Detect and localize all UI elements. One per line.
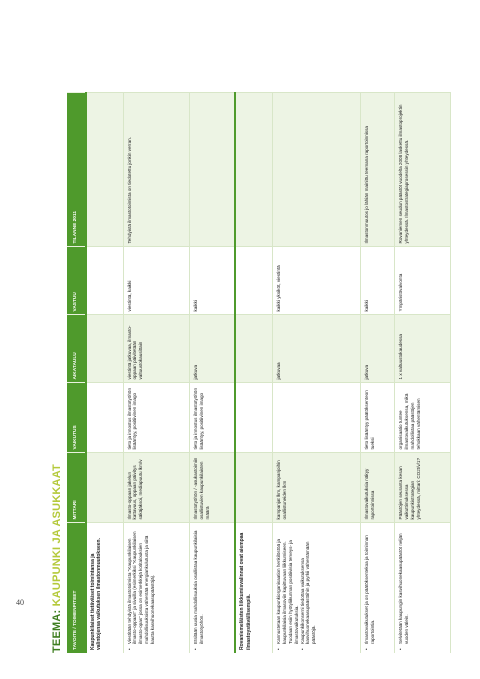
section-heading: Rovaniemeläisten liikkumisvalinnat ovat aiempaa ilmastoystävällisempiä. <box>235 523 272 653</box>
action-table <box>67 93 451 654</box>
responsible-cell: kaikki <box>360 247 394 315</box>
metric-cell: Ilmastovaikutuksia näkyy raportoinnissa <box>360 453 394 523</box>
responsible-cell: Ympäristövalvonta <box>395 247 451 315</box>
table-row <box>123 93 189 653</box>
action-text: Selvitetään kaupungin kasvihuonekaasupäästöt neljän vuoden välein. <box>398 533 410 644</box>
schedule-cell: viestintä jatkuvaa, ilmasto-oppaan päivitetään valtuustokausittain <box>123 315 189 383</box>
effect-cell <box>273 383 361 453</box>
effect-cell: tieto ja innostus ilmastotyöhön lisääntyy, positiivinen imago <box>123 383 189 453</box>
effect-cell: tieto ja innostus ilmastotyöhön lisääntyy, positiivinen imago <box>190 383 236 453</box>
header-metric: MITTARI <box>67 453 86 523</box>
title-highlight: KAUPUNKI JA ASUKKAAT <box>51 464 63 607</box>
header-schedule: AIKATAULU <box>67 315 86 383</box>
header-effect: VAIKUTUS <box>67 383 86 453</box>
header-goal: TAVOITE / TOIMENPITEET <box>67 523 86 653</box>
action-cell: • Ilmastovaikutukset ja on päätöksentekoa ja toiminnan raportointia. <box>360 523 394 653</box>
table-header-row <box>67 93 86 653</box>
section-row <box>86 93 123 653</box>
status-cell <box>273 93 361 247</box>
action-cell: • Etsitään uusia mahdollisuuksia osallistaa kaupunkilaisia ilmastotyöhön. <box>190 523 236 653</box>
action-text: Kannustetaan kaupunkiorganisaation henkilöstöä ja kaupunkilaisia ilmasoviin kapittuvaan liikkumiseen. Tuodaan esiin hyötyliikunnan positiivisia terveys- ja ilmastovaikutuksia. <box>276 539 299 644</box>
status-cell: Tehdyistä ilmastotoimista on tiedotettu jonkin verran. <box>123 93 189 247</box>
rotated-table-page <box>51 93 451 653</box>
effect-cell: tieto lisääntyy päätöksenteon tueksi <box>360 383 394 453</box>
responsible-cell: kaikki <box>190 247 236 315</box>
effect-cell: organisaatio tuntee ilmastovaikutuksensa, mikä mahdollistaa päästöjen tehokkaan vähentämisen <box>395 383 451 453</box>
table-row <box>395 93 451 653</box>
schedule-cell: jatkuva <box>190 315 236 383</box>
metric-cell: Ilmastotyöhön / -asukastoimiin osallistuvien kaupunkilaisten määrä <box>190 453 236 523</box>
table-row <box>190 93 236 653</box>
section-heading: Kaupunkilaiset tietäväiset toimintansa ja valintojensa vaikutuksen ilmastonmuutokseen. <box>86 523 123 653</box>
action-cell: • Kannustetaan kaupunkiorganisaation henkilöstöä ja kaupunkilaisia ilmasoviin kapittuvaan liikkumiseen. Tuodaan esiin hyötyliikunnan positiivisia terveys- ja ilmastovaikutuksia. • Kaupunkikonserni tiedottaa vaikutuksensa kasvihuonekaasupäästöihin ja pyrkii vähentämään päästöjä. <box>273 523 361 653</box>
action-text: Viestitään tehdyistä ilmastotoimista "Kaupunkilaisen ilmasto-oppaan" ja sivuilla (esimerkiksi "Kaupunkilaisen ilmasto-opas" jossa on esimerkkejä kotitalouksien mahdollisuuksista vähentää energiankulutusta ja siitä kautta kasvihuonekaasupäästöjä). <box>126 531 156 644</box>
action-text: Kaupunkikonserni tiedottaa vaikutuksensa kasvihuonekaasupäästöihin ja pyrkii vähentämään päästöjä. <box>299 541 317 644</box>
page-number: 40 <box>16 598 24 607</box>
table-row <box>360 93 394 653</box>
action-cell: • Viestitään tehdyistä ilmastotoimista "Kaupunkilaisen ilmasto-oppaan" ja sivuilla (esimerkiksi "Kaupunkilaisen ilmasto-opas" jossa on esimerkkejä kotitalouksien mahdollisuuksista vähentää energiankulutusta ja siitä kautta kasvihuonekaasupäästöjä). <box>123 523 189 653</box>
action-text: Ilmastovaikutukset ja on päätöksentekoa ja toiminnan raportointia. <box>363 535 375 644</box>
header-responsible: VASTUU <box>67 247 86 315</box>
status-cell: Rovaniemen seudun päästöt vuodelta 2008 laskettu ilmastoprojektin yhteydessä. Ilmastostrategiaprosessin yhteydessä. <box>395 93 451 247</box>
status-cell <box>190 93 236 247</box>
metric-cell: Ilmasto-oppaan jakelun kattavuus, oppaan päivitys säkäjäksoi, mediapuutu lkm/v <box>123 453 189 523</box>
page-title <box>51 93 65 653</box>
status-cell: Ilmastonmuutos jo lähiän mainittu teemana raportoinnissa <box>360 93 394 247</box>
responsible-cell: viestintä, kaikki <box>123 247 189 315</box>
action-text: Etsitään uusia mahdollisuuksia osallistaa kaupunkilaisia ilmastotyöhön. <box>193 530 204 644</box>
action-cell: • Selvitetään kaupungin kasvihuonekaasupäästöt neljän vuoden välein. <box>395 523 451 653</box>
header-status: TILANNE 2011 <box>67 93 86 247</box>
title-prefix: TEEMA: <box>51 606 63 653</box>
schedule-cell: jatkuvaa <box>273 315 361 383</box>
table-row <box>273 93 361 653</box>
schedule-cell: jatkuva <box>360 315 394 383</box>
metric-cell: kampanjat lkm, kampanjoihin osallistuneiden lkm <box>273 453 361 523</box>
responsible-cell: kaikki yksiköt, viestintä <box>273 247 361 315</box>
section-row <box>235 93 272 653</box>
schedule-cell: 1 x valtuustokaudessa <box>395 315 451 383</box>
metric-cell: Päästöjen seuranta kesan vaikuttimuksessa kaupunkistrategian yhteydessä, mittari: CO2t/v/1? <box>395 453 451 523</box>
